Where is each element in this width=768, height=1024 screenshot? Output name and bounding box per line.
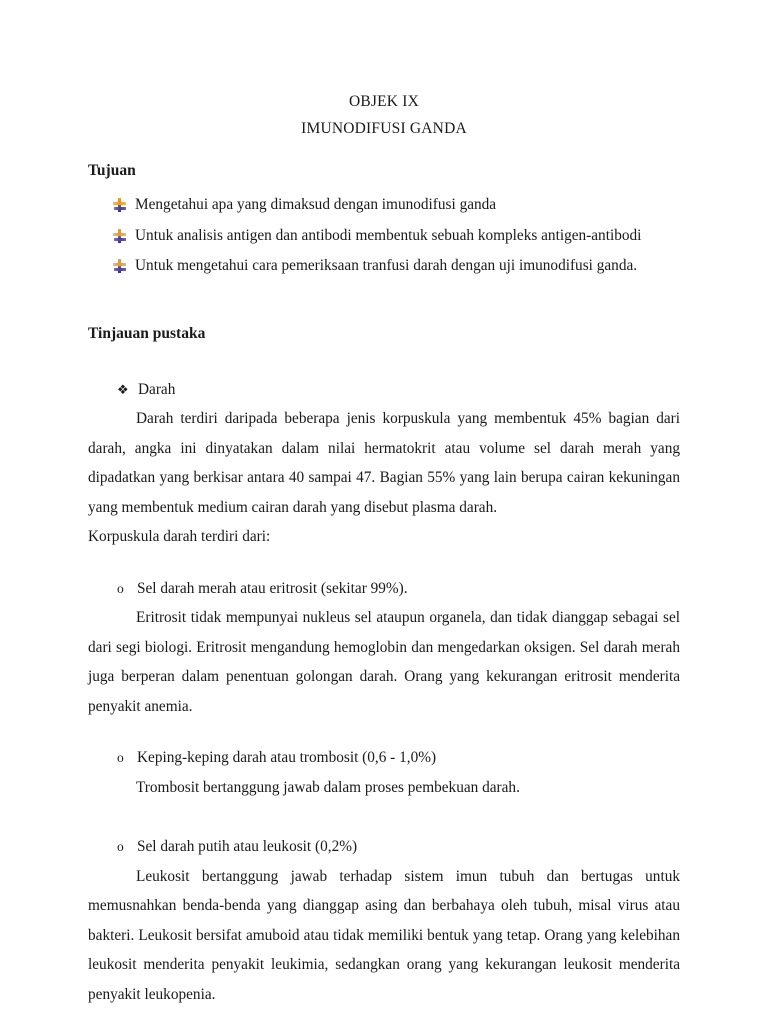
document-title-line-1: OBJEK IX	[348, 93, 420, 110]
darah-subheading-list	[88, 375, 680, 405]
line-korpuskula: Korpuskula darah terdiri dari:	[88, 528, 271, 545]
list-item-text: Untuk mengetahui cara pemeriksaan tranfusi darah dengan uji imunodifusi ganda.	[135, 257, 638, 274]
spacer	[88, 345, 680, 375]
subheading-darah-text: Darah	[138, 380, 176, 398]
list-item-text: Mengetahui apa yang dimaksud dengan imunodifusi ganda	[135, 196, 497, 213]
heading-tujuan: Tujuan	[88, 162, 136, 179]
arrow-bullet-icon	[113, 259, 126, 273]
list-item	[88, 375, 680, 405]
bullet-item-label: Sel darah putih atau leukosit (0,2%)	[137, 838, 358, 855]
bullet-item-leukosit	[88, 832, 680, 862]
diamond-bullet-icon: ❖	[117, 381, 129, 397]
paragraph-trombosit: Trombosit bertanggung jawab dalam proses pembekuan darah.	[136, 778, 520, 796]
spacer	[88, 552, 680, 574]
list-item	[88, 251, 680, 281]
circle-bullet-icon: o	[117, 839, 124, 854]
spacer	[88, 721, 680, 743]
arrow-bullet-icon	[113, 229, 126, 243]
paragraph-leukosit: Leukosit bertanggung jawab terhadap sistem imun tubuh dan bertugas untuk memusnahkan benda-benda yang dianggap asing dan berbahaya oleh tubuh, misal virus atau bakteri. Leukosit bersifat amuboid atau tidak memiliki bentuk yang tetap. Orang yang kelebihan leukosit menderita penyakit leukimia, sedangkan orang yang kekurangan leukosit menderita penyakit leukopenia.	[88, 867, 680, 1003]
bullet-item-trombosit	[88, 743, 680, 773]
bullet-item-label: Keping-keping darah atau trombosit (0,6 - 1,0%)	[137, 749, 437, 766]
list-item	[88, 221, 680, 251]
document-title-line-2: IMUNODIFUSI GANDA	[301, 120, 467, 137]
circle-bullet-icon: o	[117, 750, 124, 765]
circle-bullet-icon: o	[117, 580, 124, 596]
bullet-item-eritrosit	[88, 574, 680, 604]
tujuan-list	[88, 190, 680, 281]
list-item-text: Untuk analisis antigen dan antibodi membentuk sebuah kompleks antigen-antibodi	[135, 226, 642, 244]
spacer	[88, 802, 680, 832]
paragraph-eritrosit: Eritrosit tidak mempunyai nukleus sel ataupun organela, dan tidak dianggap sebagai sel dari segi biologi. Eritrosit mengandung hemoglobin dan mengedarkan oksigen. Sel darah merah juga berperan dalam penentuan golongan darah. Orang yang kekurangan eritrosit menderita penyakit anemia.	[88, 609, 680, 715]
list-item	[88, 190, 680, 220]
bullet-item-label: Sel darah merah atau eritrosit (sekitar 99%).	[137, 579, 408, 597]
arrow-bullet-icon	[113, 198, 126, 212]
heading-tinjauan-pustaka: Tinjauan pustaka	[88, 324, 206, 342]
paragraph-darah: Darah terdiri daripada beberapa jenis korpuskula yang membentuk 45% bagian dari darah, angka ini dinyatakan dalam nilai hermatokrit atau volume sel darah merah yang dipadatkan yang berkisar antara 40 sampai 47. Bagian 55% yang lain berupa cairan kekuningan yang membentuk medium cairan darah yang disebut plasma darah.	[88, 410, 680, 516]
